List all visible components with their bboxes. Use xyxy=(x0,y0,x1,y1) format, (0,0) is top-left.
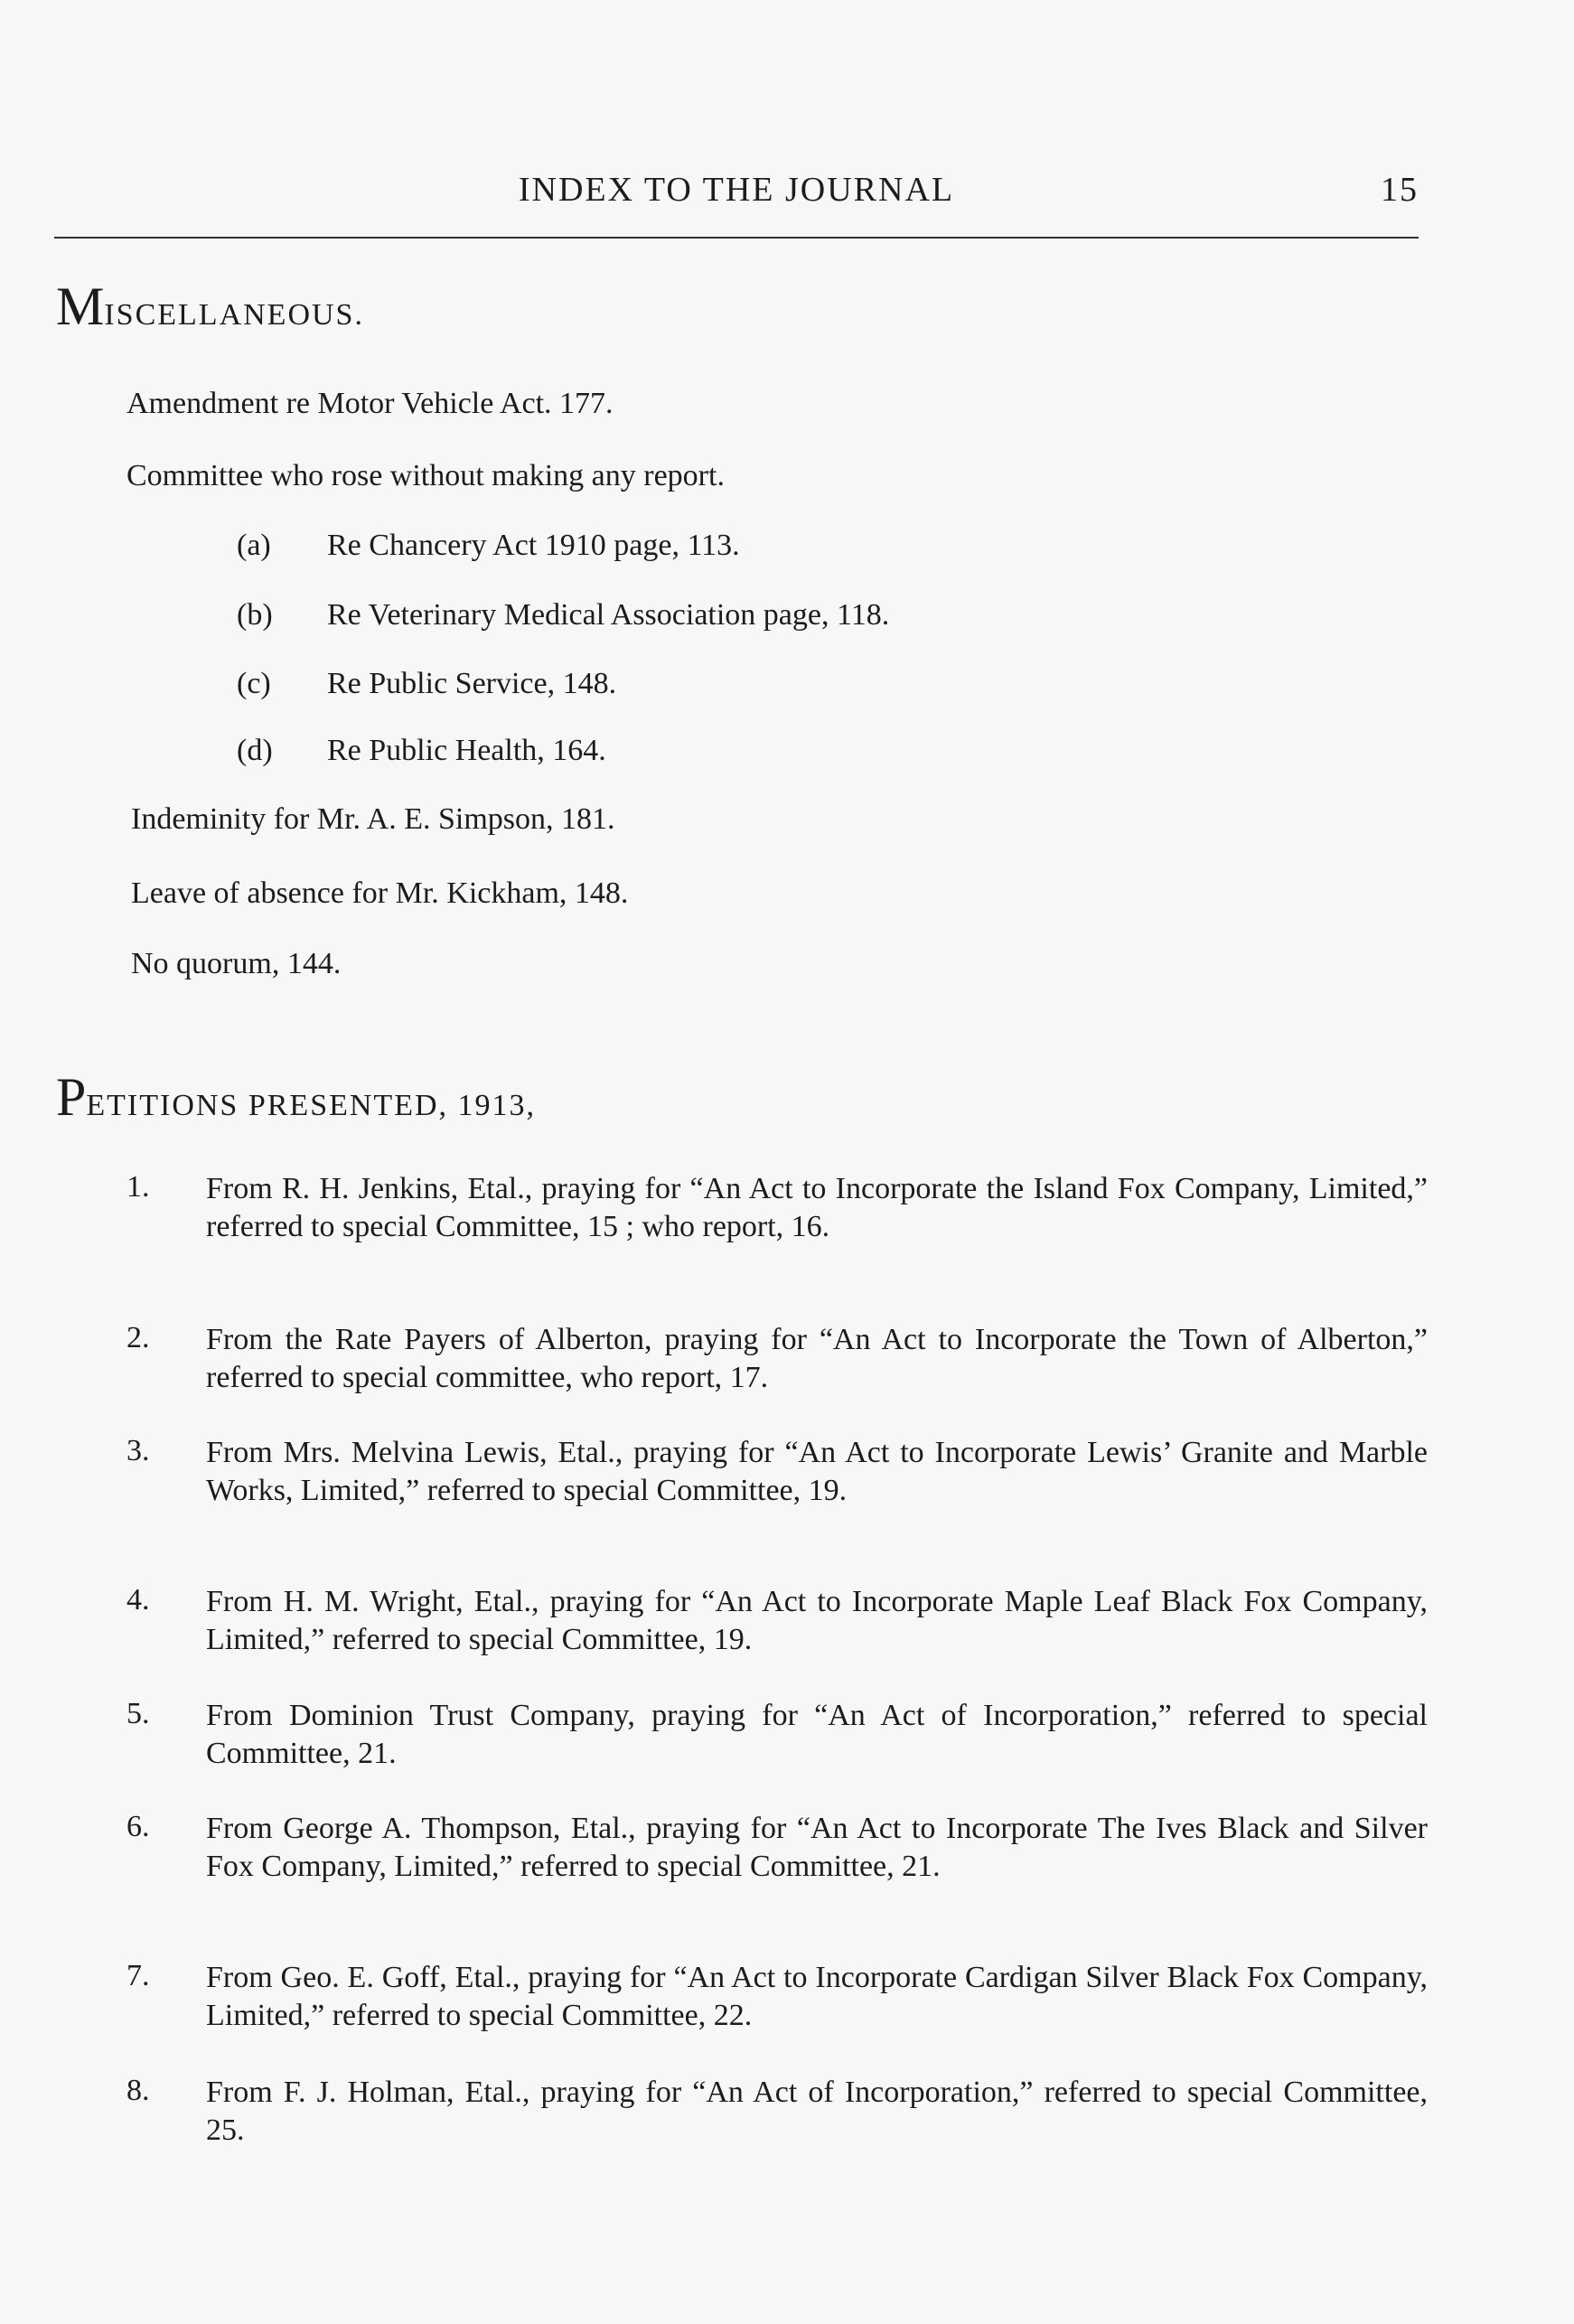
petition-number: 5. xyxy=(126,1697,150,1730)
petition-text: From Dominion Trust Company, praying for “An Act of Incorporation,” referred to special Committee, 21. xyxy=(206,1699,1428,1770)
page-number: 15 xyxy=(1381,171,1419,209)
misc-item: Indeminity for Mr. A. E. Simpson, 181. xyxy=(131,802,615,836)
sub-item-text: Re Public Health, 164. xyxy=(327,734,606,767)
header-rule xyxy=(54,237,1419,239)
heading-text: ISCELLANEOUS. xyxy=(104,298,364,332)
sub-item-text: Re Veterinary Medical Association page, 118. xyxy=(327,598,890,632)
misc-sub-item xyxy=(237,529,740,563)
sub-item-label: (d) xyxy=(237,734,273,767)
miscellaneous-heading xyxy=(56,276,364,338)
petitions-heading xyxy=(56,1066,536,1129)
petition-number: 8. xyxy=(126,2074,150,2107)
misc-item: No quorum, 144. xyxy=(131,947,342,980)
misc-sub-item xyxy=(237,598,889,633)
sub-item-text: Re Chancery Act 1910 page, 113. xyxy=(327,529,740,562)
petition-number: 7. xyxy=(126,1959,150,1992)
petition-text: From H. M. Wright, Etal., praying for “An Act to Incorporate Maple Leaf Black Fox Company, Limited,” referred to special Committee, 19. xyxy=(206,1585,1428,1656)
petition-text: From R. H. Jenkins, Etal., praying for “An Act to Incorporate the Island Fox Company, Limited,” referred to special Committee, 15 ; who report, 16. xyxy=(206,1172,1428,1243)
sub-item-label: (b) xyxy=(237,598,273,632)
heading-initial: M xyxy=(56,276,105,336)
misc-sub-item xyxy=(237,734,606,768)
sub-item-label: (c) xyxy=(237,667,271,700)
petition-number: 3. xyxy=(126,1434,150,1467)
petition-number: 4. xyxy=(126,1583,150,1616)
sub-item-label: (a) xyxy=(237,529,271,562)
petition-number: 6. xyxy=(126,1810,150,1843)
petition-text: From Geo. E. Goff, Etal., praying for “An Act to Incorporate Cardigan Silver Black Fox Company, Limited,” referred to special Committee, 22. xyxy=(206,1961,1428,2032)
heading-initial: P xyxy=(56,1067,87,1127)
misc-sub-item xyxy=(237,667,616,701)
misc-item: Leave of absence for Mr. Kickham, 148. xyxy=(131,876,629,910)
petition-text: From F. J. Holman, Etal., praying for “An Act of Incorporation,” referred to special Committee, 25. xyxy=(206,2076,1428,2147)
misc-item: Committee who rose without making any report. xyxy=(126,459,725,492)
page-title: INDEX TO THE JOURNAL xyxy=(518,171,955,209)
petition-text: From George A. Thompson, Etal., praying for “An Act to Incorporate The Ives Black and Silver Fox Company, Limited,” referred to special Committee, 21. xyxy=(206,1812,1428,1883)
misc-item: Amendment re Motor Vehicle Act. 177. xyxy=(126,387,614,420)
heading-text: ETITIONS PRESENTED, 1913, xyxy=(86,1089,537,1122)
sub-item-text: Re Public Service, 148. xyxy=(327,667,617,700)
petition-number: 2. xyxy=(126,1321,150,1354)
running-head xyxy=(54,161,1419,215)
petition-text: From the Rate Payers of Alberton, praying for “An Act to Incorporate the Town of Alberton,” referred to special committee, who report, 17. xyxy=(206,1323,1428,1394)
petition-text: From Mrs. Melvina Lewis, Etal., praying for “An Act to Incorporate Lewis’ Granite and Marble Works, Limited,” referred to special Committee, 19. xyxy=(206,1436,1428,1507)
petition-number: 1. xyxy=(126,1170,150,1204)
